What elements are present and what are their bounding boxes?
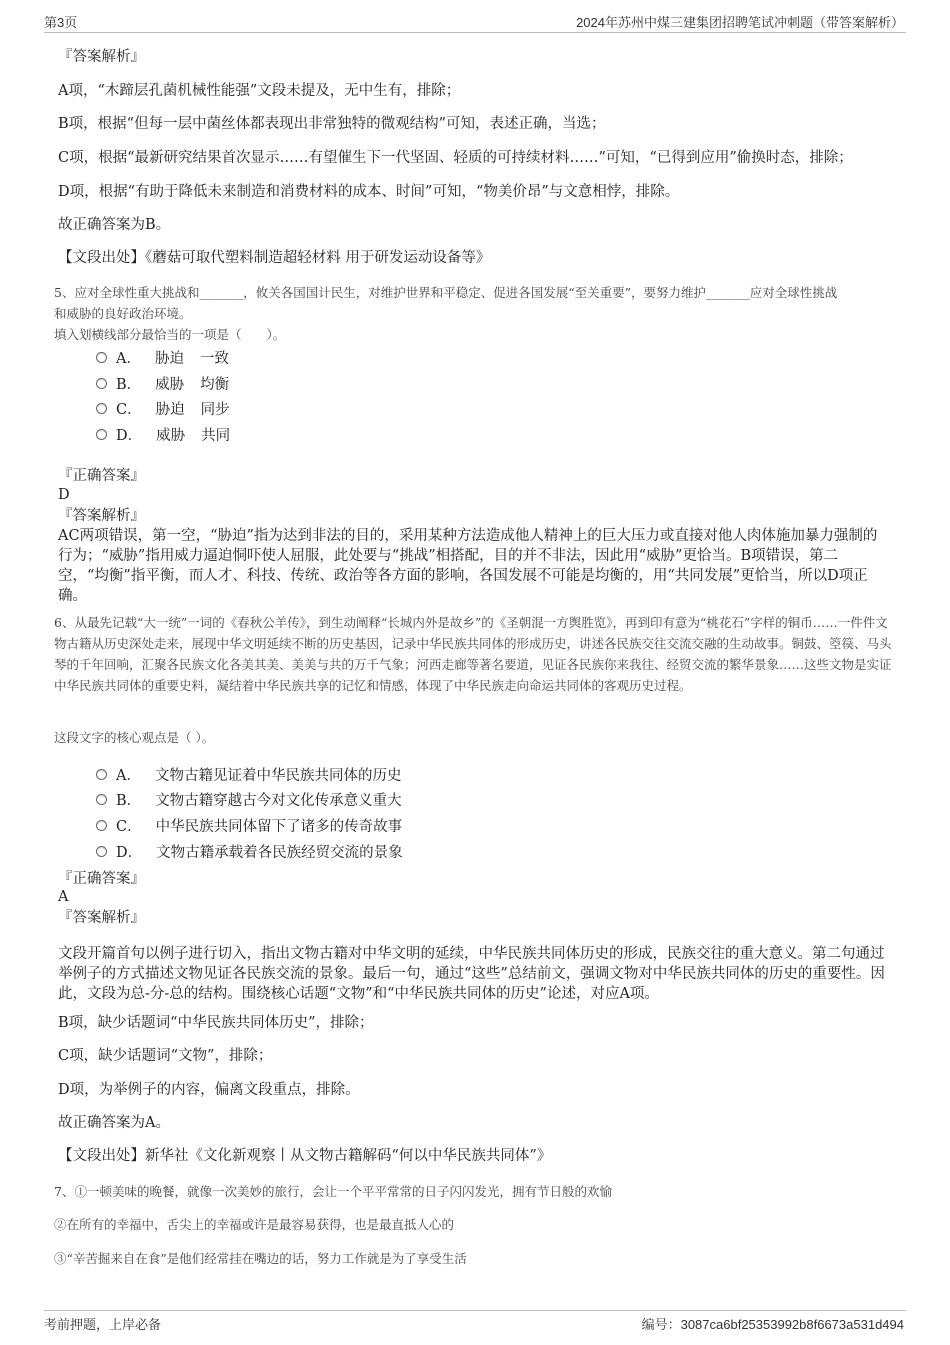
q6-analysis-label: 『答案解析』	[58, 910, 145, 926]
radio-icon[interactable]	[96, 352, 107, 363]
q4-analysis-a: A项，“木蹄层孔菌机械性能强”文段未提及，无中生有，排除；	[58, 83, 461, 99]
q6-conclusion: 故正确答案为A。	[58, 1115, 170, 1131]
q6-analysis-b: B项，缺少话题词“中华民族共同体历史”，排除；	[58, 1015, 374, 1031]
q5-option-b[interactable]: B． 威胁 均衡	[96, 373, 229, 394]
q6-option-c[interactable]: C． 中华民族共同体留下了诸多的传奇故事	[96, 815, 402, 836]
q6-source: 【文段出处】新华社《文化新观察丨从文物古籍解码“何以中华民族共同体”》	[58, 1148, 552, 1164]
q7-sentence-2: ②在所有的幸福中，舌尖上的幸福或许是最容易获得，也是最直抵人心的	[54, 1217, 455, 1232]
q5-option-a[interactable]: A． 胁迫 一致	[96, 347, 229, 368]
radio-icon[interactable]	[96, 846, 107, 857]
q5-option-c[interactable]: C． 胁迫 同步	[96, 398, 230, 419]
q5-answer-label: 『正确答案』	[58, 468, 145, 484]
footer-slogan: 考前押题，上岸必备	[44, 1317, 162, 1332]
q4-analysis-b: B项，根据“但每一层中菌丝体都表现出非常独特的微观结构”可知，表述正确，当选；	[58, 116, 606, 132]
q6-option-d[interactable]: D． 文物古籍承载着各民族经贸交流的景象	[96, 841, 403, 862]
q6-answer-label: 『正确答案』	[58, 871, 145, 887]
header-divider	[44, 32, 906, 33]
q4-analysis-c: C项，根据“最新研究结果首次显示……有望催生下一代坚固、轻质的可持续材料……”可知，“已得到应用”偷换时态，排除；	[58, 150, 853, 166]
document-title: 2024年苏州中煤三建集团招聘笔试冲刺题（带答案解析）	[576, 15, 904, 30]
q5-analysis-label: 『答案解析』	[58, 508, 145, 524]
radio-icon[interactable]	[96, 429, 107, 440]
q6-analysis-c: C项，缺少话题词“文物”，排除；	[58, 1048, 273, 1064]
q6-question: 这段文字的核心观点是（ ）。	[54, 730, 215, 745]
q6-answer: A	[58, 889, 69, 905]
q6-option-b[interactable]: B． 文物古籍穿越古今对文化传承意义重大	[96, 789, 402, 810]
q4-source: 【文段出处】《蘑菇可取代塑料制造超轻材料 用于研发运动设备等》	[58, 250, 491, 266]
q7-sentence-3: ③“辛苦掘来自在食”是他们经常挂在嘴边的话，努力工作就是为了享受生活	[54, 1251, 467, 1266]
q4-analysis-d: D项，根据“有助于降低未来制造和消费材料的成本、时间”可知，“物美价昂”与文意相悖，排除。	[58, 184, 680, 200]
q4-analysis-label: 『答案解析』	[58, 49, 145, 65]
q6-analysis-d: D项，为举例子的内容，偏离文段重点，排除。	[58, 1082, 360, 1098]
page-number: 第3页	[44, 15, 78, 30]
footer-serial: 编号：3087ca6bf25353992b8f6673a531d494	[641, 1317, 904, 1332]
radio-icon[interactable]	[96, 378, 107, 389]
radio-icon[interactable]	[96, 769, 107, 780]
q5-analysis: AC两项错误，第一空，“胁迫”指为达到非法的目的，采用某种方法造成他人精神上的巨大压力或直接对他人肉体施加暴力强制的行为；“威胁”指用威力逼迫恫吓使人屈服，此处要与“挑战”相搭配，目的并不非法，因此用“威胁”更恰当。B项错误，第二空，“均衡”指平衡，而人才、科技、传统、政治等各方面的影响，各国发展不可能是均衡的，用“共同发展”更恰当，所以D项正确。	[58, 528, 878, 604]
q5-question: 填入划横线部分最恰当的一项是（ ）。	[54, 327, 286, 342]
q6-passage: 6、从最先记载“大一统”一词的《春秋公羊传》，到生动阐释“长城内外是故乡”的《圣朝混一方舆胜览》，再到印有意为“桃花石”字样的铜币……一件件文物古籍从历史深处走来，展现中华文明延续不断的历史基因，记录中华民族共同体的形成历史，讲述各民族交往交流交融的生动故事。铜鼓、箜篌、马头琴的千年回响，汇聚各民族文化各美其美、美美与共的万千气象；河西走廊等著名要道，见证各民族你来我往、经贸交流的繁华景象……这些文物是实证中华民族共同体的重要史料，凝结着中华民族共享的记忆和情感，体现了中华民族走向命运共同体的客观历史过程。	[54, 615, 892, 693]
q7-sentence-1: 7、①一顿美味的晚餐，就像一次美妙的旅行，会让一个平平常常的日子闪闪发光，拥有节日般的欢愉	[54, 1184, 612, 1199]
q5-answer: D	[58, 487, 70, 503]
footer-divider	[44, 1310, 906, 1311]
q6-option-a[interactable]: A． 文物古籍见证着中华民族共同体的历史	[96, 764, 401, 785]
q5-option-d[interactable]: D． 威胁 共同	[96, 424, 230, 445]
radio-icon[interactable]	[96, 403, 107, 414]
q5-stem-line2: 和威胁的良好政治环境。	[54, 306, 192, 321]
radio-icon[interactable]	[96, 794, 107, 805]
radio-icon[interactable]	[96, 820, 107, 831]
q6-analysis: 文段开篇首句以例子进行切入，指出文物古籍对中华文明的延续，中华民族共同体历史的形成，民族交往的重大意义。第二句通过举例子的方式描述文物见证各民族交流的景象。最后一句，通过“这些”总结前文，强调文物对中华民族共同体的历史的重要性。因此，文段为总-分-总的结构。围绕核心话题“文物”和“中华民族共同体的历史”论述，对应A项。	[58, 946, 885, 1002]
q5-stem-line1: 5、应对全球性重大挑战和_______，攸关各国国计民生，对维护世界和平稳定、促进各国发展“至关重要”，要努力维护_______应对全球性挑战	[54, 285, 838, 300]
q4-conclusion: 故正确答案为B。	[58, 217, 171, 233]
